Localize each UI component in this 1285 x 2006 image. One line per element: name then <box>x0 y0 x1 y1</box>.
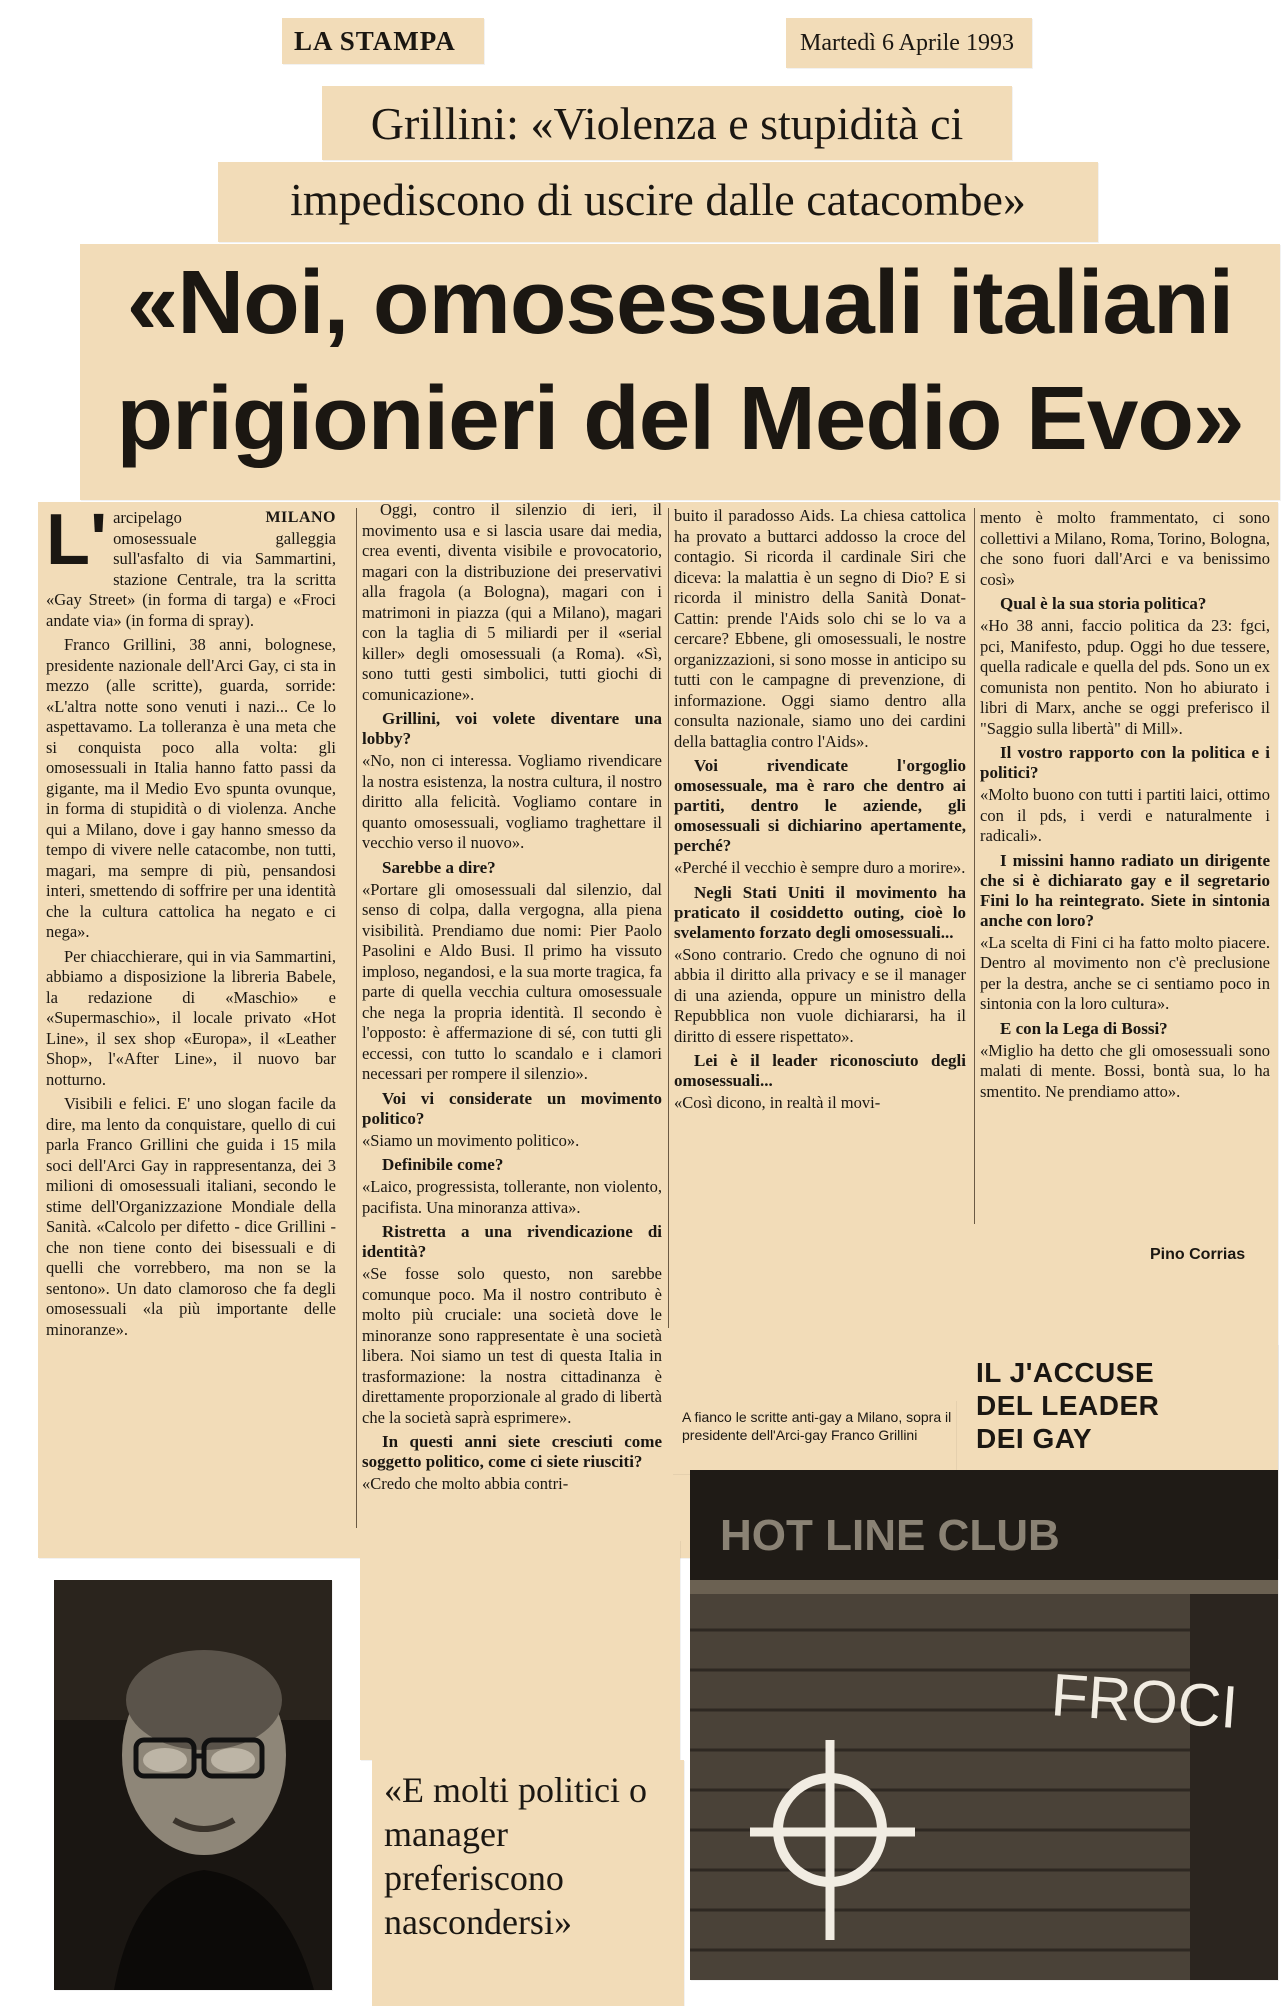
graffiti-wall-image <box>690 1470 1278 1980</box>
portrait-photo <box>54 1580 332 1990</box>
sidebar-title-text: IL J'ACCUSE DEL LEADER DEI GAY <box>976 1357 1160 1454</box>
caption-clipping <box>672 1400 956 1474</box>
column-divider <box>668 508 669 1328</box>
pullquote-clipping <box>372 1760 684 2006</box>
publication-date: Martedì 6 Aprile 1993 <box>800 30 1014 56</box>
interview-answer: «Molto buono con tutti i partiti laici, ottimo con il pds, i verdi e naturalmente i radicali». <box>980 785 1270 845</box>
interview-question: Voi vi considerate un movimento politico? <box>362 1088 662 1128</box>
masthead-clipping <box>282 18 484 64</box>
article-paragraph: Visibili e felici. E' uno slogan facile da dire, ma lento da conquistare, quello di cui parla Franco Grillini che guida i 15 mila soci dell'Arci Gay in rappresentanza, dei 3 milioni di omosessuali italiani, secondo le stime dell'Organizzazione Mondiale della Sanità. «Calcolo per difetto - dice Grillini - che non tiene conto dei bisessuali e di quelli che vorrebbero, ma non se la sentono». Un dato clamoroso che fa degli omosessuali «la più importante delle minoranze». <box>46 1094 336 1339</box>
article-column-3 <box>674 506 966 1118</box>
date-clipping <box>786 18 1032 68</box>
interview-question: Voi rivendicate l'orgoglio omosessuale, ma è raro che dentro ai partiti, dentro le aziende, gli omosessuali si dichiarino apertamente, perché? <box>674 756 966 855</box>
interview-question: Il vostro rapporto con la politica e i politici? <box>980 743 1270 782</box>
interview-answer: «Se fosse solo questo, non sarebbe comunque poco. Ma il nostro contributo è molto più cruciale: una società dove le minoranze sono rappresentate è una società libera. Noi siamo un test di questa Italia in trasformazione: la nostra cittadinanza è direttamente proporzionale al grado di libertà che la società saprà esprimere». <box>362 1264 662 1427</box>
portrait-image <box>54 1580 332 1990</box>
byline: Pino Corrias <box>1150 1246 1246 1263</box>
interview-answer: buito il paradosso Aids. La chiesa cattolica ha provato a buttarci addosso la croce del contagio. Si ricorda il cardinale Siri che diceva: la malattia è un segno di Dio? E si ricorda il ministro della Sanità Donat-Cattin: prende l'Aids solo chi se lo va a cercare? Ebbene, gli omosessuali, le nostre organizzazioni, si sono mosse in anticipo su tutti con le campagne di prevenzione, di informazione. Oggi siamo dentro alla consulta nazionale, siamo uno dei cardini della battaglia contro l'Aids». <box>674 506 966 751</box>
masthead: LA STAMPA <box>294 26 456 56</box>
interview-question: E con la Lega di Bossi? <box>1000 1018 1168 1038</box>
photo-caption: A fianco le scritte anti-gay a Milano, sopra il presidente dell'Arci-gay Franco Grillini <box>682 1409 952 1443</box>
subheadline-clipping-2 <box>218 162 1098 242</box>
graffiti-text: FROCI <box>1049 1661 1240 1741</box>
interview-question: Negli Stati Uniti il movimento ha praticato il cosiddetto outing, cioè lo svelamento forzato degli omosessuali... <box>674 882 966 942</box>
article-paragraph: Franco Grillini, 38 anni, bolognese, presidente nazionale dell'Arci Gay, ci sta in mezzo (alle scritte), guarda, sorride: «L'altra notte sono venuti i nazi... Ce lo aspettavamo. La tolleranza è una meta che si conquista poco alla volta: gli omosessuali in Italia hanno fatto passi da gigante, ma il Medio Evo spunta ovunque, in forma di stupidità o di violenza. Anche qui a Milano, dove i gay hanno smesso da tempo di vivere nelle catacombe, non tutti, magari, ma sempre di più, pensandosi interi, smettendo di soffrire per una identità che la cultura cattolica ha negato e ci nega». <box>46 635 336 941</box>
interview-answer: «No, non ci interessa. Vogliamo rivendicare la nostra esistenza, la nostra cultura, il nostro diritto alla felicità. Vogliamo contare in quanto omosessuali, vogliamo traghettare il vecchio verso il nuovo». <box>362 751 662 852</box>
interview-answer: «Laico, progressista, tollerante, non violento, pacifista. Una minoranza attiva». <box>362 1177 662 1217</box>
sidebar-title-clipping <box>958 1344 1278 1470</box>
headline-line-2: prigionieri del Medio Evo» <box>116 369 1244 469</box>
graffiti-wall-photo <box>690 1470 1278 1980</box>
article-column-2 <box>362 500 662 1499</box>
column-divider <box>356 508 357 1528</box>
interview-question: I missini hanno radiato un dirigente che si è dichiarato gay e il segretario Fini lo ha reintegrato. Siete in sintonia anche con loro? <box>980 850 1270 930</box>
pullquote: «E molti politici o manager preferiscono nascondersi» <box>384 1770 647 1942</box>
interview-answer: mento è molto frammentato, ci sono collettivi a Milano, Roma, Torino, Bologna, che sono fuori dall'Arci e va benissimo così» <box>980 508 1270 589</box>
headline-line-1: «Noi, omosessuali italiani <box>126 253 1234 353</box>
interview-question: Ristretta a una rivendicazione di identità? <box>362 1222 662 1261</box>
interview-answer: «Sono contrario. Credo che ognuno di noi abbia il diritto alla privacy e se il manager di una azienda, oppure un ministro della Repubblica non vuole dichiararsi, ha il diritto di essere rispettato». <box>674 944 966 1046</box>
interview-answer: «Miglio ha detto che gli omosessuali sono malati di mente. Bossi, bontà sua, lo ha smentito. Ne prendiamo atto». <box>980 1040 1270 1101</box>
wall-sign-text: HOT LINE CLUB <box>720 1511 1060 1560</box>
interview-question: Lei è il leader riconosciuto degli omosessuali... <box>674 1051 966 1090</box>
subheadline-line-2: impediscono di uscire dalle catacombe» <box>290 174 1026 225</box>
interview-question: Qual è la sua storia politica? <box>1000 594 1207 613</box>
column-divider <box>974 508 975 1224</box>
interview-answer: «La scelta di Fini ci ha fatto molto piacere. Dentro al movimento non c'è preclusione per la destra, anche se ci sentiamo poco in sintonia con la loro cultura». <box>980 932 1270 1013</box>
article-paragraph: arcipelago omosessuale galleggia sull'asfalto di via Sammartini, stazione Centrale, tra la scritta «Gay Street» (in forma di targa) e «Froci andate via» (in forma di spray). <box>46 508 336 630</box>
interview-answer: «Ho 38 anni, faccio politica da 23: fgci, pci, Manifesto, pdup. Oggi ho due tessere, quella radicale e quella del pds. Sono un ex comunista non pentito. Non ho abiurato i libri di Marx, anche se oggi preferisco il "Saggio sulla libertà" di Mill». <box>980 616 1270 738</box>
sidebar-title <box>976 1356 1196 1455</box>
interview-answer: Oggi, contro il silenzio di ieri, il movimento usa e si lascia usare dai media, crea eventi, diventa visibile e provocatorio, magari con la distribuzione dei preservativi alla fragola (a Bologna), magari con i matrimoni in piazza (qui a Milano), magari con la taglia di 5 miliardi per il «serial killer» degli omosessuali (a Roma). «Sì, sono tutti gesti simbolici, tutti giochi di comunicazione». <box>362 500 662 704</box>
interview-answer: «Portare gli omosessuali dal silenzio, dal senso di colpa, dalla vergogna, alla piena visibilità. Prendiamo due nomi: Pier Paolo Pasolini e Aldo Busi. Il primo ha vissuto imploso, negandosi, e la sua morte tragica, fa parte di quella vecchia cultura omosessuale che nega la propria identità. Il secondo è l'opposto: è affermazione di sé, con tutti gli eccessi, con tutto lo scandalo e i clamori necessari per rompere il silenzio». <box>362 879 662 1083</box>
headline-clipping <box>80 244 1280 500</box>
dropcap: L' <box>46 500 108 580</box>
subheadline-clipping-1 <box>322 86 1012 160</box>
interview-question: In questi anni siete cresciuti come soggetto politico, come ci siete riusciti? <box>362 1432 662 1471</box>
interview-answer: «Perché il vecchio è sempre duro a morire». <box>674 858 966 877</box>
subheadline-line-1: Grillini: «Violenza e stupidità ci <box>370 98 964 149</box>
interview-question: Sarebbe a dire? <box>382 857 496 877</box>
interview-question: Definibile come? <box>382 1155 504 1174</box>
article-column-1 <box>46 500 336 1344</box>
dateline: MILANO <box>265 509 336 526</box>
interview-question: Grillini, voi volete diventare una lobby? <box>362 709 662 748</box>
article-column-2-tail <box>360 1540 680 1760</box>
article-column-4 <box>980 508 1270 1106</box>
interview-answer: «Siamo un movimento politico». <box>362 1130 580 1150</box>
interview-answer: «Così dicono, in realtà il movi- <box>674 1093 881 1112</box>
interview-answer: «Credo che molto abbia contri- <box>362 1474 569 1493</box>
article-paragraph: Per chiacchierare, qui in via Sammartini, abbiamo a disposizione la libreria Babele, la redazione di «Maschio» e «Supermaschio», il locale privato «Hot Line», il sex shop «Europa», il «Leather Shop», l'«After Line», il nuovo bar notturno. <box>46 946 336 1089</box>
